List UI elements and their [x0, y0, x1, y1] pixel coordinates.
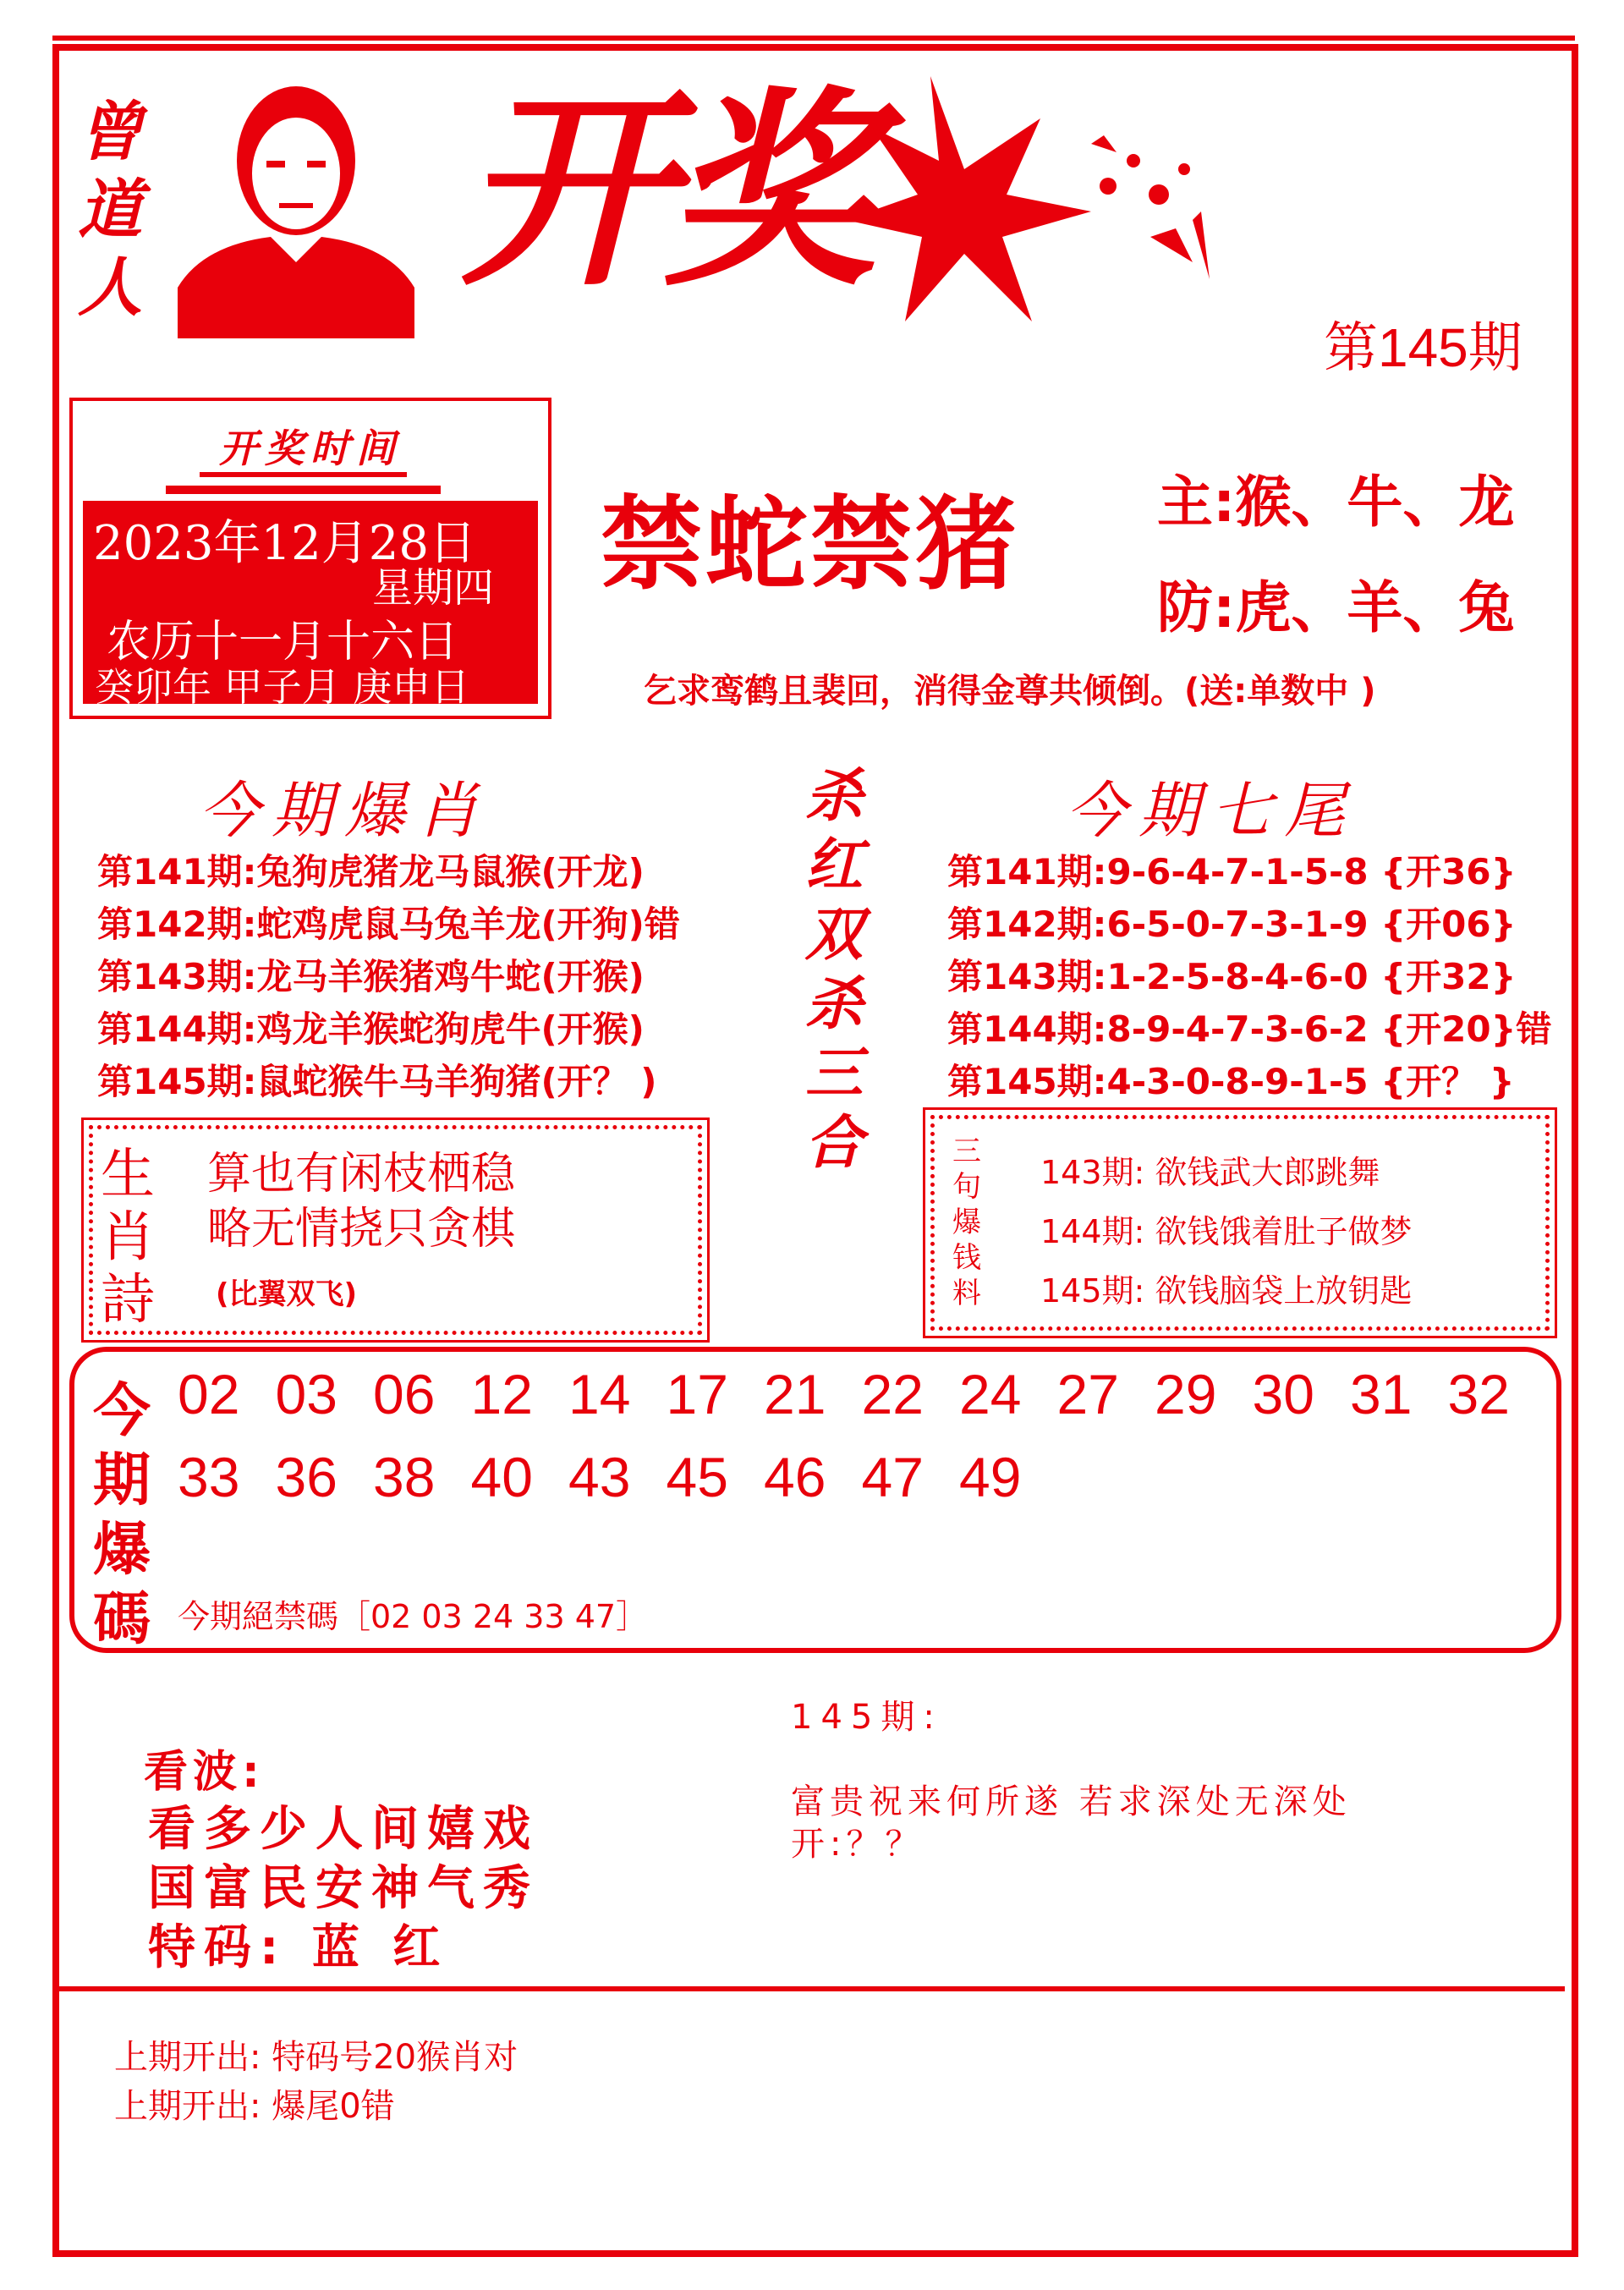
- number-item: 31: [1350, 1363, 1413, 1425]
- guard-zodiacs: 防:虎、羊、兔: [1157, 575, 1515, 640]
- wave-title: 看波:: [144, 1747, 265, 1798]
- label-char: 料: [952, 1277, 981, 1310]
- list-item: 第141期:兔狗虎猪龙马鼠猴(开龙): [97, 851, 645, 892]
- author-vertical: [78, 93, 154, 327]
- number-item: 32: [1447, 1363, 1510, 1425]
- label-char: 碼: [92, 1586, 151, 1653]
- ban-title: 禁蛇禁猪: [601, 485, 1020, 604]
- number-item: 06: [373, 1363, 436, 1425]
- number-item: 36: [275, 1446, 337, 1508]
- list-item: 第144期:8-9-4-7-3-6-2 {开20}错: [947, 1008, 1552, 1050]
- vertical-char: 杀: [804, 970, 863, 1038]
- number-item: 17: [666, 1363, 728, 1425]
- portrait-image: [169, 68, 423, 338]
- label-char: 爆: [92, 1517, 151, 1584]
- number-item: 02: [178, 1363, 240, 1425]
- three-sentences-line: 144期: 欲钱饿着肚子做梦: [1040, 1213, 1413, 1250]
- list-item: 第142期:6-5-0-7-3-1-9 {开06}: [947, 903, 1517, 945]
- three-sentences-line: 145期: 欲钱脑袋上放钥匙: [1040, 1272, 1413, 1310]
- title-underline-base: [166, 486, 441, 494]
- top-border-line: [52, 36, 1575, 41]
- label-char: 句: [952, 1170, 981, 1204]
- zodiac-list: [97, 846, 680, 1108]
- number-item: 47: [861, 1446, 924, 1508]
- right-note-line1: 富贵祝来何所遂 若求深处无深处: [791, 1782, 1352, 1821]
- list-item: 第145期:鼠蛇猴牛马羊狗猪(开？ ): [97, 1061, 657, 1102]
- label-char: 肖: [101, 1206, 155, 1269]
- draw-date: 2023年12月28日: [93, 516, 477, 571]
- draw-ganzhi: 癸卯年 甲子月 庚申日: [95, 664, 470, 710]
- label-char: 期: [92, 1447, 151, 1514]
- draw-time-box: [69, 398, 551, 719]
- author-char: 道: [78, 172, 142, 247]
- title-underline: [200, 472, 407, 477]
- number-item: 33: [178, 1446, 240, 1508]
- number-item: 03: [275, 1363, 337, 1425]
- footer-line1: 上期开出: 特码号20猴肖对: [114, 2038, 518, 2077]
- vertical-char: 红: [804, 832, 863, 899]
- poem-line: 乞求鸾鹤且裴回，消得金尊共倾倒。(送:单数中 ): [643, 672, 1376, 711]
- label-char: 三: [952, 1134, 981, 1168]
- number-item: 43: [568, 1446, 631, 1508]
- number-item: 30: [1252, 1363, 1314, 1425]
- wave-line2: 国富民安神气秀: [148, 1861, 539, 1916]
- label-char: 爆: [952, 1205, 981, 1239]
- vertical-char: 三: [804, 1040, 863, 1107]
- number-item: 21: [764, 1363, 826, 1425]
- label-char: 詩: [101, 1269, 155, 1332]
- number-item: 46: [764, 1446, 826, 1508]
- issue-number: 第145期: [1324, 317, 1522, 378]
- footer-line2: 上期开出: 爆尾0错: [114, 2087, 395, 2126]
- main-zodiacs: 主:猴、牛、龙: [1157, 470, 1515, 535]
- numbers-row-2: [178, 1445, 1057, 1509]
- zodiac-poem-line2: 略无情挠只贪棋: [207, 1204, 516, 1255]
- middle-vertical-text: [800, 761, 868, 1178]
- zodiac-heading: 今期爆肖: [199, 775, 491, 846]
- vertical-char: 合: [804, 1109, 863, 1177]
- draw-time-panel: [83, 501, 538, 710]
- number-item: 14: [568, 1363, 631, 1425]
- right-note-head: 145期:: [791, 1698, 943, 1737]
- number-item: 29: [1155, 1363, 1217, 1425]
- number-item: 45: [666, 1446, 728, 1508]
- author-char: 曾: [78, 94, 142, 169]
- number-item: 22: [861, 1363, 924, 1425]
- tail-list: [947, 846, 1552, 1108]
- list-item: 第144期:鸡龙羊猴蛇狗虎牛(开猴): [97, 1008, 645, 1050]
- label-char: 今: [92, 1378, 151, 1445]
- zodiac-poem-label: [98, 1144, 157, 1332]
- list-item: 第142期:蛇鸡虎鼠马兔羊龙(开狗)错: [97, 903, 680, 945]
- number-item: 24: [959, 1363, 1022, 1425]
- list-item: 第141期:9-6-4-7-1-5-8 {开36}: [947, 851, 1517, 892]
- list-item: 第145期:4-3-0-8-9-1-5 {开？ }: [947, 1061, 1515, 1102]
- number-item: 12: [470, 1363, 533, 1425]
- three-sentences-line: 143期: 欲钱武大郎跳舞: [1040, 1154, 1380, 1191]
- draw-weekday: 星期四: [372, 564, 495, 612]
- draw-lunar-date: 农历十一月十六日: [107, 617, 459, 667]
- right-note-line2: 开:？？: [791, 1825, 924, 1864]
- wave-line3: 特码: 蓝 红: [148, 1920, 449, 1975]
- vertical-char: 杀: [804, 762, 863, 830]
- author-char: 人: [78, 250, 142, 325]
- wave-line1: 看多少人间嬉戏: [148, 1802, 539, 1857]
- number-item: 40: [470, 1446, 533, 1508]
- list-item: 第143期:龙马羊猴猪鸡牛蛇(开猴): [97, 956, 645, 997]
- forbidden-numbers: 今期絕禁碼［02 03 24 33 47］: [178, 1598, 649, 1635]
- zodiac-poem-note: (比翼双飞): [216, 1277, 358, 1311]
- draw-time-title: 开奖时间: [219, 426, 402, 471]
- number-item: 49: [959, 1446, 1022, 1508]
- numbers-label: [91, 1377, 152, 1655]
- three-sentences-label: [946, 1134, 988, 1311]
- label-char: 生: [101, 1144, 155, 1206]
- starburst-icon: [837, 68, 1218, 338]
- numbers-row-1: [178, 1362, 1545, 1426]
- label-char: 钱: [952, 1241, 981, 1275]
- number-item: 27: [1056, 1363, 1119, 1425]
- footer-divider: [59, 1986, 1565, 1991]
- tail-heading: 今期七尾: [1066, 775, 1358, 846]
- zodiac-poem-line1: 算也有闲枝栖稳: [207, 1149, 516, 1200]
- number-item: 38: [373, 1446, 436, 1508]
- vertical-char: 双: [804, 901, 863, 969]
- logo-text: 开奖: [461, 66, 867, 315]
- list-item: 第143期:1-2-5-8-4-6-0 {开32}: [947, 956, 1517, 997]
